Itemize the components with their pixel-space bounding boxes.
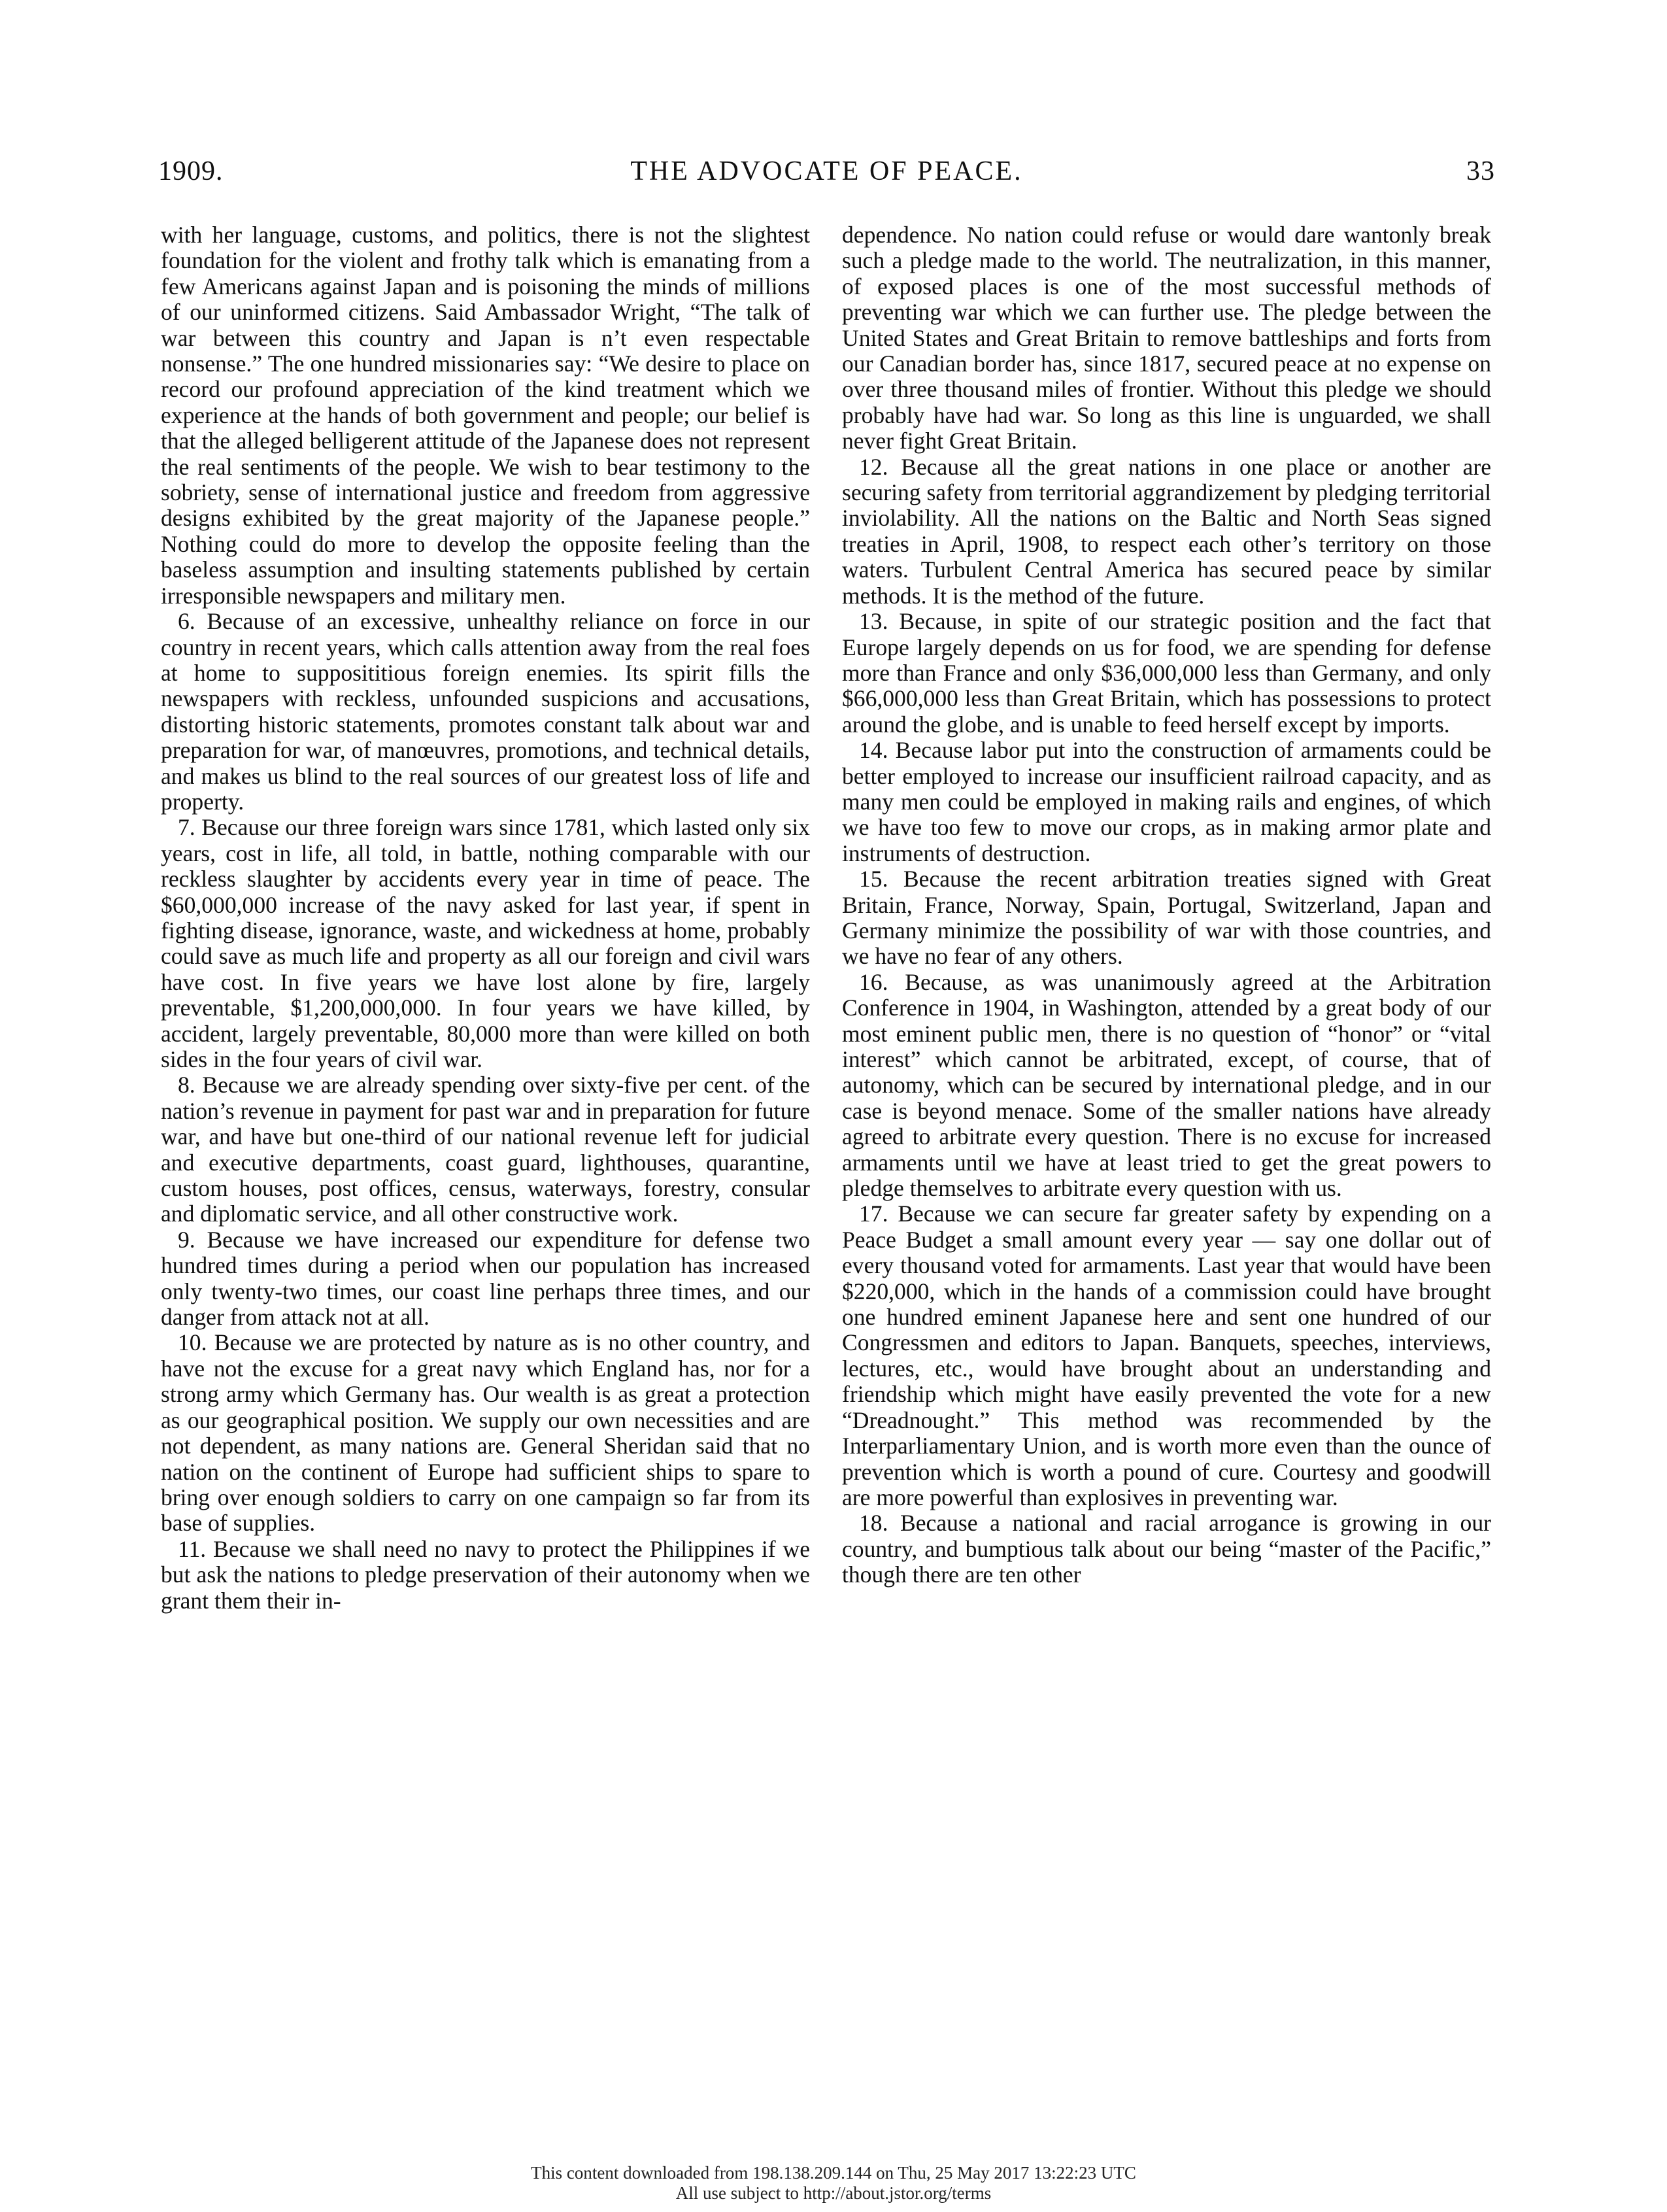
journal-title: THE ADVOCATE OF PEACE.	[630, 156, 1023, 186]
page-number: 33	[1466, 156, 1495, 186]
paragraph: 13. Because, in spite of our strategic position and the fact that Europe largely depends on us for food, we are spending for defense more than France and only $36,000,000 less than Germany, and only $66,000,000 less than Great Britain, which has possessions to protect around the globe, and is unable to feed herself except by imports.	[842, 608, 1491, 738]
paragraph: 12. Because all the great nations in one place or another are securing safety from territorial aggrandizement by pledging territorial inviolability. All the nations on the Baltic and North Seas signed treaties in April, 1908, to respect each other’s territory on those waters. Turbulent Central America has secured peace by similar methods. It is the method of the future.	[842, 453, 1491, 609]
page-header	[158, 156, 1495, 195]
download-notice	[0, 2163, 1667, 2203]
paragraph: 7. Because our three foreign wars since 1781, which lasted only six years, cost in life, all told, in battle, nothing comparable with our reckless slaughter by accidents every year in time of peace. The $60,000,000 increase of the navy asked for last year, if spent in fighting disease, ignorance, waste, and wickedness at home, probably could save as much life and property as all our foreign and civil wars have cost. In five years we have lost alone by fire, largely preventable, $1,200,000,000. In four years we have killed, by accident, largely preventable, 80,000 more than were killed on both sides in the four years of civil war.	[161, 814, 810, 1072]
paragraph: 9. Because we have increased our expenditure for defense two hundred times during a period when our population has increased only twenty-two times, our coast line perhaps three times, and our danger from attack not at all.	[161, 1226, 810, 1331]
left-column	[161, 222, 810, 1837]
paragraph: dependence. No nation could refuse or would dare wantonly break such a pledge made to the world. The neutralization, in this manner, of exposed places is one of the most successful methods of preventing war which we can further use. The pledge between the United States and Great Britain to remove battleships and forts from our Canadian border has, since 1817, secured peace at no expense on over three thousand miles of frontier. Without this pledge we should probably have had war. So long as this line is unguarded, we shall never fight Great Britain.	[842, 222, 1491, 454]
paragraph: 8. Because we are already spending over sixty-five per cent. of the nation’s revenue in payment for past war and in preparation for future war, and have but one-third of our national revenue left for judicial and executive departments, coast guard, lighthouses, quarantine, custom houses, post offices, census, waterways, forestry, consular and diplomatic service, and all other constructive work.	[161, 1072, 810, 1227]
paragraph: 16. Because, as was unanimously agreed at the Arbitration Conference in 1904, in Washington, attended by a great body of our most eminent public men, there is no question of “honor” or “vital interest” which cannot be arbitrated, except, of course, that of autonomy, which can be secured by international pledge, and in our case is beyond menace. Some of the smaller nations have already agreed to arbitrate every question. There is no excuse for increased armaments until we have at least tried to get the great powers to pledge themselves to arbitrate every question with us.	[842, 968, 1491, 1202]
paragraph: 14. Because labor put into the construction of armaments could be better employed to increase our insufficient railroad capacity, and as many men could be employed in making rails and engines, of which we have too few to move our crops, as in making armor plate and instruments of destruction.	[842, 737, 1491, 866]
right-column	[842, 222, 1491, 1837]
paragraph: 17. Because we can secure far greater safety by expending on a Peace Budget a small amount every year — say one dollar out of every thousand voted for armaments. Last year that would have been $220,000, which in the hands of a commission could have brought one hundred eminent Japanese here and sent one hundred of our Congressmen and editors to Japan. Banquets, speeches, interviews, lectures, etc., would have brought about an understanding and friendship which might have easily prevented the vote for a new “Dreadnought.” This method was recommended by the Interparliamentary Union, and is worth more even than the ounce of prevention which is worth a pound of cure. Courtesy and goodwill are more powerful than explosives in preventing war.	[842, 1200, 1491, 1510]
paragraph: with her language, customs, and politics, there is not the slightest foundation for the violent and frothy talk which is emanating from a few Americans against Japan and is poisoning the minds of millions of our uninformed citizens. Said Ambassador Wright, “The talk of war between this country and Japan is n’t even respectable nonsense.” The one hundred missionaries say: “We desire to place on record our profound appreciation of the kind treatment which we experience at the hands of both government and people; our belief is that the alleged belligerent attitude of the Japanese does not represent the real sentiments of the people. We wish to bear testimony to the sobriety, sense of international justice and freedom from aggressive designs exhibited by the great majority of the Japanese people.” Nothing could do more to develop the opposite feeling than the baseless assumption and insulting statements published by certain irresponsible newspapers and military men.	[161, 222, 810, 609]
terms-notice-line: All use subject to http://about.jstor.org/terms	[675, 2183, 992, 2203]
paragraph: 6. Because of an excessive, unhealthy reliance on force in our country in recent years, which calls attention away from the real foes at home to supposititious foreign enemies. Its spirit fills the newspapers with reckless, unfounded suspicions and accusations, distorting historic statements, promotes constant talk about war and preparation for war, of manœuvres, promotions, and technical details, and makes us blind to the real sources of our greatest loss of life and property.	[161, 608, 810, 815]
paragraph: 11. Because we shall need no navy to protect the Philippines if we but ask the nations to pledge preservation of their autonomy when we grant them their in-	[161, 1535, 810, 1614]
paragraph: 18. Because a national and racial arrogance is growing in our country, and bumptious talk about our being “master of the Pacific,” though there are ten other	[842, 1510, 1491, 1588]
paragraph: 10. Because we are protected by nature as is no other country, and have not the excuse for a great navy which England has, nor for a strong army which Germany has. Our wealth is as great a protection as our geographical position. We supply our own necessities and are not dependent, as many nations are. General Sheridan said that no nation on the continent of Europe had sufficient ships to spare to bring over enough soldiers to carry on one campaign so far from its base of supplies.	[161, 1329, 810, 1537]
header-year: 1909.	[158, 156, 224, 186]
paragraph: 15. Because the recent arbitration treaties signed with Great Britain, France, Norway, Spain, Portugal, Switzerland, Japan and Germany minimize the possibility of war with those countries, and we have no fear of any others.	[842, 866, 1491, 970]
download-notice-line: This content downloaded from 198.138.209.144 on Thu, 25 May 2017 13:22:23 UTC	[531, 2163, 1136, 2183]
